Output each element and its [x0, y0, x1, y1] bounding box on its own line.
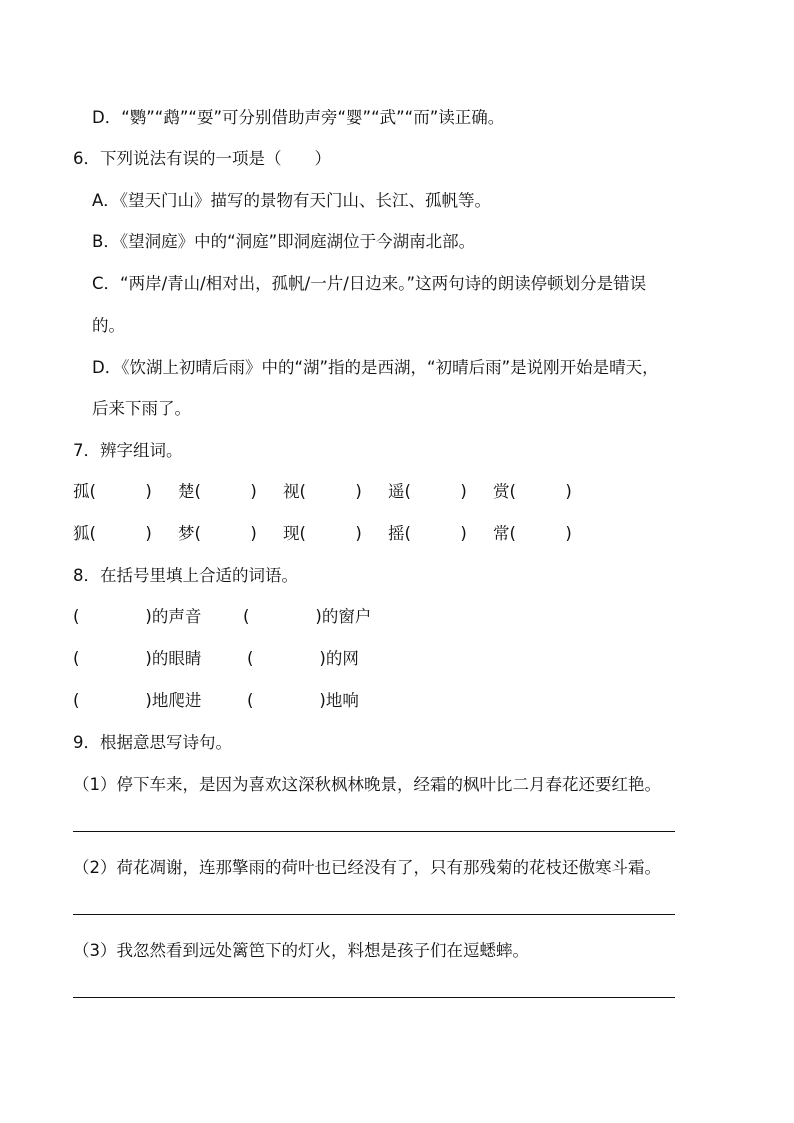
q9-item-1: （1）停下车来，是因为喜欢这深秋枫林晚景，经霜的枫叶比二月春花还要红艳。 — [73, 775, 661, 794]
q7-cell: 赏( ) — [493, 482, 572, 501]
q6-option-c-line1: C．“两岸/青山/相对出，孤帆/一片/日边来。”这两句诗的朗读停顿划分是错误 — [92, 274, 647, 293]
q9-item-3: （3）我忽然看到远处篱笆下的灯火，料想是孩子们在逗蟋蟀。 — [73, 941, 529, 960]
q7-cell: 摇( ) — [388, 524, 467, 543]
answer-line-1[interactable] — [73, 831, 675, 832]
q8-cell: ( )的网 — [247, 649, 359, 668]
q7-cell: 常( ) — [493, 524, 572, 543]
q8-cell: ( )地响 — [247, 691, 359, 710]
q6-stem: 6．下列说法有误的一项是（ ） — [73, 149, 331, 168]
q7-cell: 遥( ) — [388, 482, 467, 501]
answer-line-2[interactable] — [73, 914, 675, 915]
q8-cell: ( )的窗户 — [243, 607, 372, 626]
q7-stem: 7．辨字组词。 — [73, 441, 183, 460]
q9-item-2: （2）荷花凋谢，连那擎雨的荷叶也已经没有了，只有那残菊的花枝还傲寒斗霜。 — [73, 858, 661, 877]
q5-option-d: D．“鹦”“鹉”“耍”可分别借助声旁“婴”“武”“而”读正确。 — [92, 108, 505, 127]
q6-option-d-line1: D．《饮湖上初晴后雨》中的“湖”指的是西湖，“初晴后雨”是说刚开始是晴天， — [92, 358, 659, 377]
q8-cell: ( )地爬进 — [73, 691, 202, 710]
q9-stem: 9．根据意思写诗句。 — [73, 733, 232, 752]
q7-cell: 梦( ) — [178, 524, 257, 543]
q8-stem: 8．在括号里填上合适的词语。 — [73, 566, 298, 585]
q6-option-b: B．《望洞庭》中的“洞庭”即洞庭湖位于今湖南北部。 — [92, 232, 476, 251]
q7-cell: 现( ) — [283, 524, 362, 543]
answer-line-3[interactable] — [73, 997, 675, 998]
q7-cell: 孤( ) — [73, 482, 152, 501]
q7-cell: 视( ) — [283, 482, 362, 501]
q6-option-a: A．《望天门山》描写的景物有天门山、长江、孤帆等。 — [92, 191, 492, 210]
q7-cell: 楚( ) — [178, 482, 257, 501]
q6-option-c-line2: 的。 — [92, 316, 125, 335]
q6-option-d-line2: 后来下雨了。 — [92, 399, 191, 418]
q7-cell: 狐( ) — [73, 524, 152, 543]
q8-cell: ( )的声音 — [73, 607, 202, 626]
q8-cell: ( )的眼睛 — [73, 649, 202, 668]
